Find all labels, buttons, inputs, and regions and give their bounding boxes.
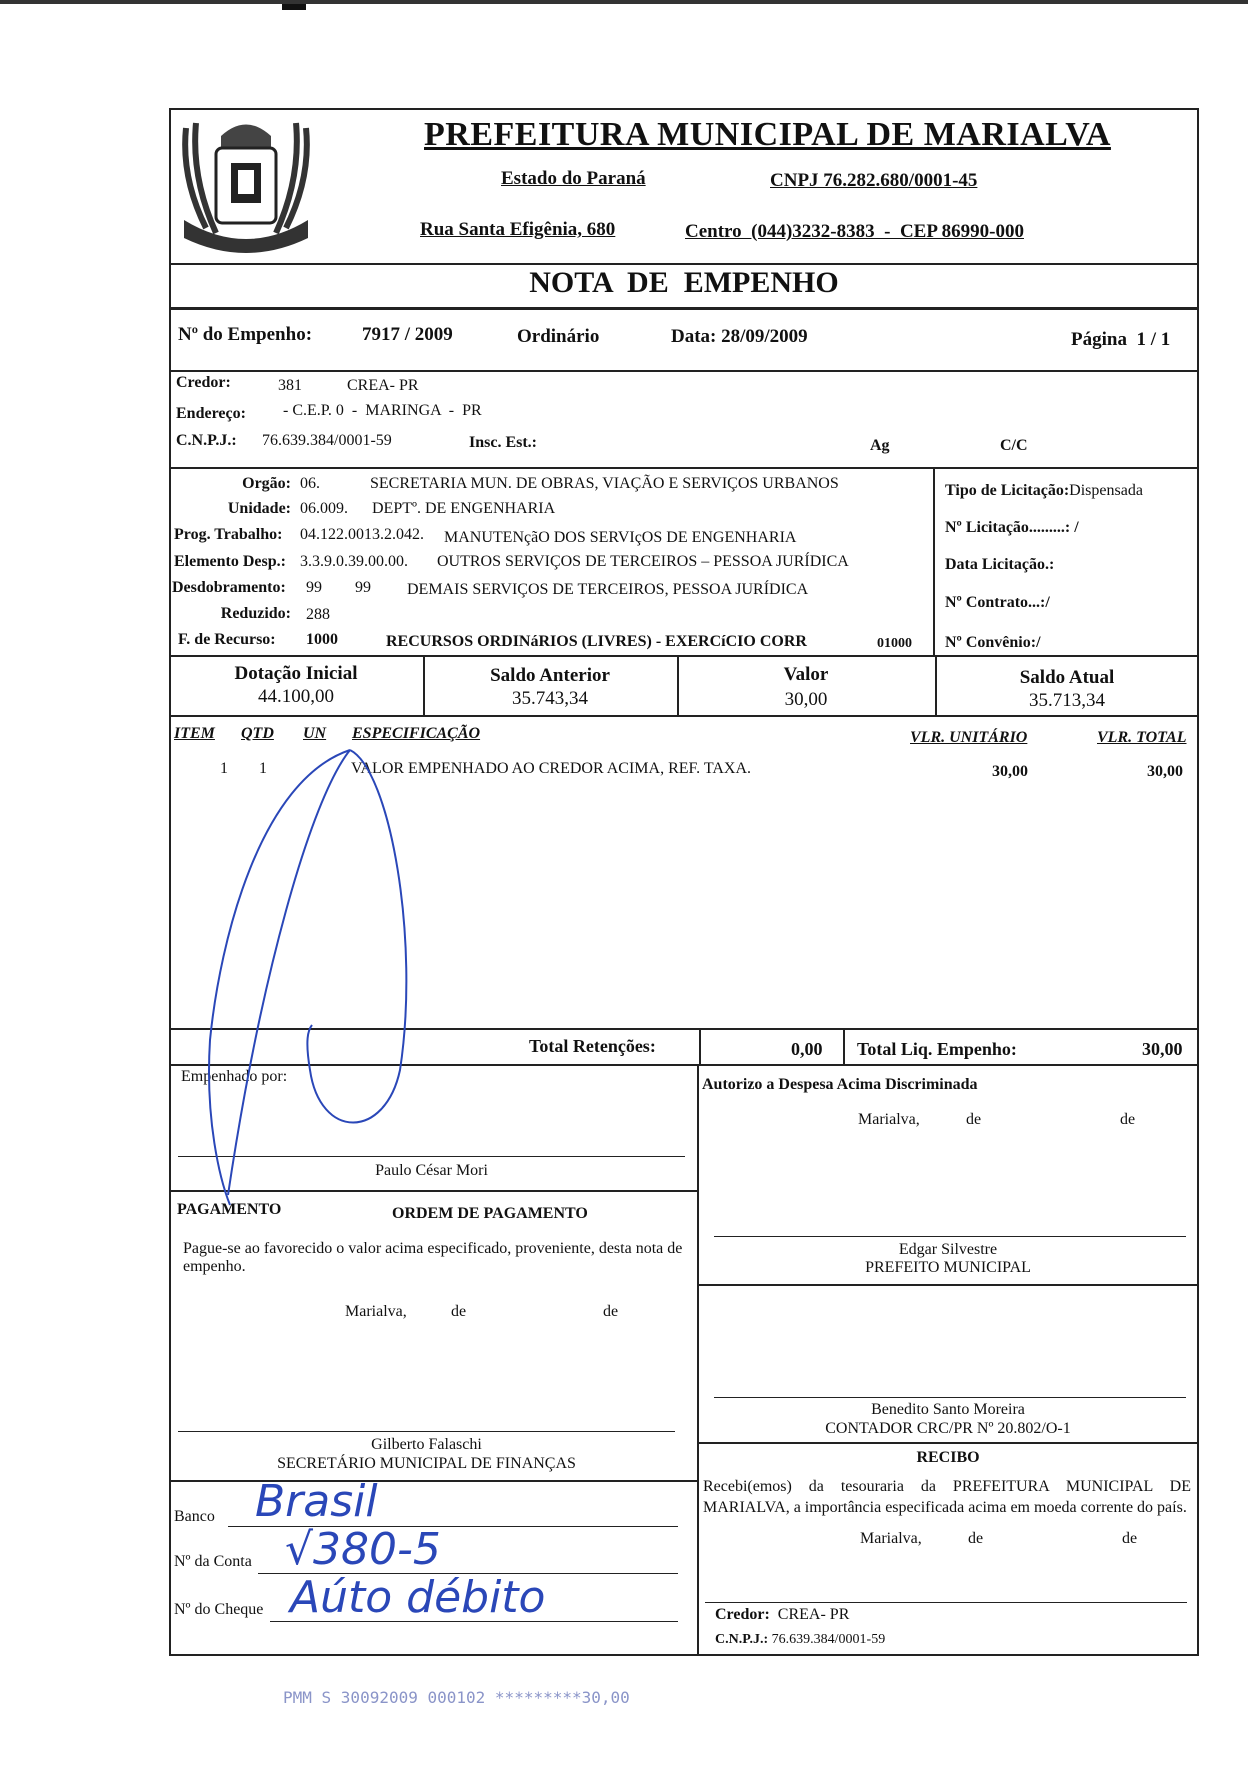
- pagamento-de-1: de: [451, 1303, 467, 1320]
- contador-name: Benedito Santo Moreira: [871, 1401, 1025, 1418]
- reduzido-label: Reduzido:: [220, 605, 291, 622]
- prefeito-name: Edgar Silvestre: [898, 1241, 998, 1258]
- desdobramento-code2: 99: [355, 579, 371, 596]
- divider: [169, 263, 1199, 265]
- divider: [699, 1028, 701, 1064]
- scan-mark: [0, 0, 1248, 4]
- col-especificacao: ESPECIFICAÇÃO: [352, 725, 481, 742]
- desdobramento-desc: DEMAIS SERVIÇOS DE TERCEIROS, PESSOA JURÍDICA: [407, 581, 809, 598]
- col-qtd: QTD: [241, 725, 274, 742]
- liquido-label: Total Liq. Empenho:: [857, 1039, 1017, 1059]
- cnpj-value: 76.639.384/0001-59: [262, 432, 392, 449]
- cnpj-label: C.N.P.J.:: [176, 432, 237, 449]
- credor-name: CREA- PR: [347, 377, 419, 394]
- divider: [697, 1442, 1199, 1444]
- recurso-desc: RECURSOS ORDINáRIOS (LIVRES) - EXERCíCIO CORR: [386, 633, 807, 650]
- orgao-desc: SECRETARIA MUN. DE OBRAS, VIAÇÃO E SERVIÇOS URBANOS: [370, 475, 839, 492]
- endereco-label: Endereço:: [176, 405, 246, 422]
- conta-handwritten: √380-5: [285, 1524, 441, 1575]
- secretario-name: Gilberto Falaschi: [371, 1436, 482, 1453]
- liquido-value: 30,00: [1142, 1039, 1183, 1059]
- empenho-type: Ordinário: [517, 326, 600, 347]
- saldo-anterior-label: Saldo Anterior: [490, 665, 610, 686]
- pagamento-text: Pague-se ao favorecido o valor acima especificado, proveniente, desta nota de empenho.: [183, 1240, 683, 1275]
- ordem-pagamento-label: ORDEM DE PAGAMENTO: [392, 1205, 588, 1222]
- recibo-place: Marialva,: [860, 1530, 922, 1547]
- state-name: Estado do Paraná: [501, 168, 646, 189]
- credor-label: Credor:: [176, 374, 231, 391]
- contrato-numero: Nº Contrato...:/: [945, 594, 1050, 611]
- conta-label: Nº da Conta: [174, 1553, 252, 1570]
- convenio-numero: Nº Convênio:/: [945, 634, 1041, 651]
- saldo-atual-value: 35.713,34: [1029, 690, 1105, 711]
- col-valor-total: VLR. TOTAL: [1097, 729, 1187, 746]
- header-contact: Centro (044)3232-8383 - CEP 86990-000: [685, 221, 1024, 242]
- divider: [169, 370, 1199, 372]
- col-valor-unitario: VLR. UNITÁRIO: [910, 729, 1028, 746]
- dotacao-value: 44.100,00: [258, 686, 334, 707]
- saldo-atual-label: Saldo Atual: [1019, 667, 1115, 688]
- empenho-date: Data: 28/09/2009: [671, 326, 808, 347]
- orgao-code: 06.: [300, 475, 320, 492]
- item-description: VALOR EMPENHADO AO CREDOR ACIMA, REF. TAXA.: [351, 760, 751, 777]
- ag-label: Ag: [870, 437, 890, 454]
- item-unit-value: 30,00: [992, 763, 1028, 780]
- recurso-code2: 01000: [877, 636, 912, 651]
- empenho-label: Nº do Empenho:: [178, 324, 313, 345]
- divider: [697, 1064, 699, 1656]
- pagamento-de-2: de: [603, 1303, 619, 1320]
- col-item: ITEM: [174, 725, 215, 742]
- divider: [843, 1028, 845, 1064]
- signature-line: [714, 1397, 1186, 1398]
- recibo-de-2: de: [1122, 1530, 1138, 1547]
- divider: [933, 467, 935, 655]
- machine-stamp: PMM S 30092009 000102 *********30,00: [283, 1688, 630, 1707]
- divider: [169, 467, 1199, 469]
- municipal-crest: [176, 108, 316, 258]
- cheque-label: Nº do Cheque: [174, 1601, 264, 1618]
- cc-label: C/C: [1000, 437, 1028, 454]
- handwritten-signature: [200, 740, 440, 1210]
- licitacao-numero: Nº Licitação.........: /: [945, 519, 1079, 536]
- recibo-de-1: de: [968, 1530, 984, 1547]
- retencoes-label: Total Retenções:: [529, 1036, 656, 1056]
- empenho-number: 7917 / 2009: [362, 324, 453, 345]
- recurso-code: 1000: [306, 631, 338, 648]
- banco-label: Banco: [174, 1508, 215, 1525]
- autorizo-label: Autorizo a Despesa Acima Discriminada: [702, 1076, 978, 1093]
- autorizo-place: Marialva,: [858, 1111, 920, 1128]
- divider: [169, 715, 1199, 717]
- desdobramento-code1: 99: [306, 579, 322, 596]
- elemento-label: Elemento Desp.:: [174, 553, 286, 570]
- credor-code: 381: [278, 377, 302, 394]
- elemento-desc: OUTROS SERVIÇOS DE TERCEIROS – PESSOA JURÍDICA: [437, 553, 849, 570]
- pagamento-label: PAGAMENTO: [177, 1201, 282, 1218]
- prog-trabalho-desc: MANUTENçãO DOS SERVIçOS DE ENGENHARIA: [444, 529, 797, 546]
- item-number: 1: [220, 760, 228, 777]
- divider: [697, 1284, 1199, 1286]
- secretario-title: SECRETÁRIO MUNICIPAL DE FINANÇAS: [277, 1455, 576, 1472]
- desdobramento-label: Desdobramento:: [172, 579, 286, 596]
- signature-line: [714, 1236, 1186, 1237]
- item-qty: 1: [259, 760, 267, 777]
- autorizo-de-2: de: [1120, 1111, 1136, 1128]
- orgao-label: Orgão:: [242, 475, 291, 492]
- signature-line: [705, 1602, 1187, 1603]
- valor-label: Valor: [783, 664, 829, 685]
- insc-est-label: Insc. Est.:: [469, 434, 538, 451]
- recibo-credor: Credor: CREA- PR: [715, 1606, 850, 1623]
- prog-trabalho-code: 04.122.0013.2.042.: [300, 526, 424, 543]
- retencoes-value: 0,00: [791, 1039, 823, 1059]
- divider: [169, 307, 1199, 310]
- prefeito-title: PREFEITO MUNICIPAL: [865, 1259, 1031, 1276]
- contador-title: CONTADOR CRC/PR Nº 20.802/O-1: [825, 1420, 1071, 1437]
- recibo-title: RECIBO: [916, 1449, 980, 1466]
- empenhado-por-label: Empenhado por:: [181, 1068, 288, 1085]
- autorizo-de-1: de: [966, 1111, 982, 1128]
- page-indicator: Página 1 / 1: [1071, 329, 1171, 350]
- unidade-label: Unidade:: [227, 500, 291, 517]
- endereco-value: - C.E.P. 0 - MARINGA - PR: [283, 402, 482, 419]
- licitacao-data: Data Licitação.:: [945, 556, 1055, 573]
- header-address: Rua Santa Efigênia, 680: [420, 219, 616, 240]
- divider: [169, 1480, 697, 1482]
- recurso-label: F. de Recurso:: [178, 631, 276, 648]
- col-un: UN: [303, 725, 327, 742]
- municipality-title: PREFEITURA MUNICIPAL DE MARIALVA: [424, 116, 1111, 153]
- cheque-handwritten: Aúto débito: [290, 1572, 546, 1623]
- dotacao-label: Dotação Inicial: [234, 663, 358, 684]
- reduzido-value: 288: [306, 606, 330, 623]
- saldo-anterior-value: 35.743,34: [512, 688, 588, 709]
- empenhado-por-name: Paulo César Mori: [375, 1162, 488, 1179]
- valor-value: 30,00: [784, 689, 828, 710]
- signature-line: [178, 1431, 675, 1432]
- licitacao-tipo: Tipo de Licitação:Dispensada: [945, 482, 1143, 499]
- header-cnpj: CNPJ 76.282.680/0001-45: [770, 170, 978, 191]
- banco-handwritten: Brasil: [255, 1476, 378, 1527]
- pagamento-place: Marialva,: [345, 1303, 407, 1320]
- recibo-text: Recebi(emos) da tesouraria da PREFEITURA MUNICIPAL DE MARIALVA, a importância especificada acima em moeda corrente do país.: [703, 1478, 1191, 1516]
- elemento-code: 3.3.9.0.39.00.00.: [300, 553, 408, 570]
- recibo-cnpj: C.N.P.J.: 76.639.384/0001-59: [715, 1632, 886, 1647]
- prog-trabalho-label: Prog. Trabalho:: [174, 526, 283, 543]
- document-title: NOTA DE EMPENHO: [529, 266, 839, 299]
- unidade-desc: DEPTº. DE ENGENHARIA: [372, 500, 556, 517]
- unidade-code: 06.009.: [300, 500, 348, 517]
- item-total-value: 30,00: [1147, 763, 1183, 780]
- divider: [169, 655, 1199, 657]
